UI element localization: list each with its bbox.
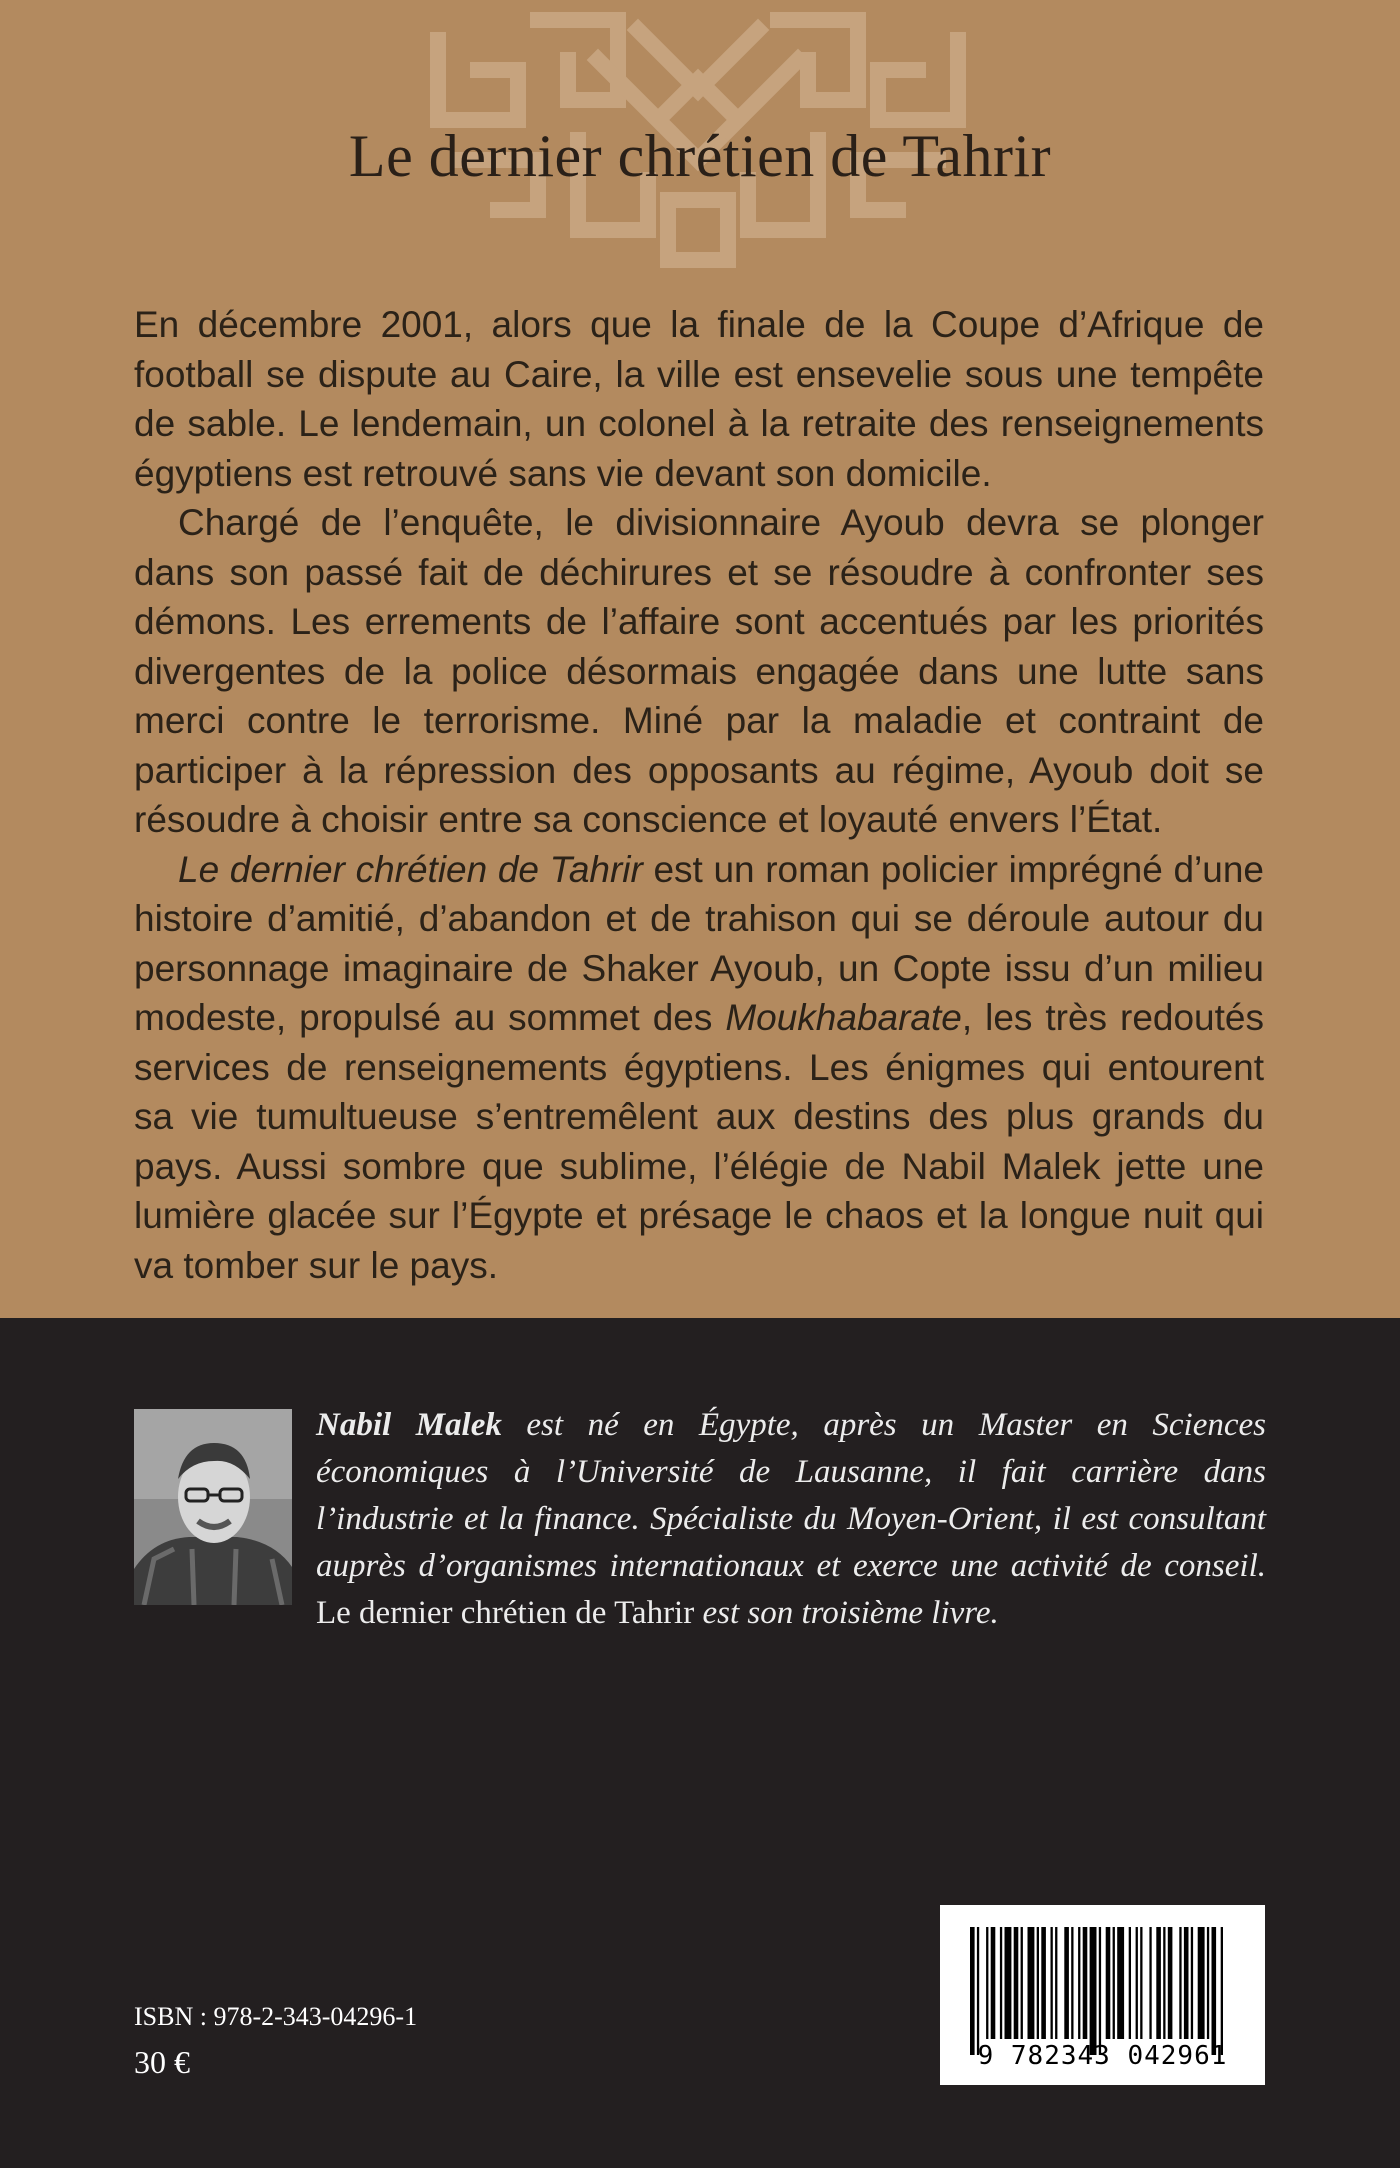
barcode-bar [977,1927,979,2055]
barcode-bar [1037,1927,1039,2039]
barcode-bar [1000,1927,1002,2039]
barcode-bar [1021,1927,1023,2039]
barcode-bar [1099,1927,1101,2055]
price: 30 € [134,2044,190,2080]
book-title: Le dernier chrétien de Tahrir [348,123,1052,189]
barcode-bar [1207,1927,1209,2039]
barcode-bar [1179,1927,1181,2039]
author-portrait-icon [134,1409,292,1605]
barcode-bar [1005,1927,1012,2039]
barcode-bar [1090,1927,1097,2055]
barcode-bar [1113,1927,1115,2039]
author-photo [134,1409,292,1605]
barcode-bar [1191,1927,1193,2039]
barcode-bar [1198,1927,1205,2039]
barcode-digits: 9 782343 042961 [977,2041,1228,2071]
barcode-bar [1055,1927,1057,2039]
isbn: ISBN : 978-2-343-04296-1 [134,2002,418,2031]
author-bio [316,1402,1266,1637]
barcode-bar [1106,1927,1111,2039]
blurb-paragraph-2: Chargé de l’enquête, le divisionnaire Ayoub devra se plonger dans son passé fait de déchirures et se résoudre à confronter ses démons. Les errements de l’affaire sont accentués par les priorités divergentes de la police désormais engagée dans une lutte sans merci contre le terrorisme. Miné par la maladie et contraint de participer à la répression des opposants au régime, Ayoub doit se résoudre à choisir entre sa conscience et loyauté envers l’État. [134,502,1264,840]
barcode-bar [1221,1927,1223,2055]
author-bio-book-title: Le dernier chrétien de Tahrir [316,1595,695,1631]
barcode [940,1905,1265,2085]
blurb-paragraph-1: En décembre 2001, alors que la finale de la Coupe d’Afrique de football se dispute au Caire, la ville est ensevelie sous une tempête de sable. Le lendemain, un colonel à la retraite des renseignements égyptiens est retrouvé sans vie devant son domicile. [134,304,1264,494]
blurb-p3-part1: est un roman policier imprégné d’une histoire d’amitié, d’abandon et de trahison qui se déroule autour du personnage imaginaire de Shaker Ayoub, un Copte issu d’un milieu modeste, propulsé au sommet des [134,848,1264,1038]
blurb-book-title: Le dernier chrétien de Tahrir [178,848,643,890]
blurb-p3-part2: , les très redoutés services de renseignements égyptiens. Les énigmes qui entourent sa vie tumultueuse s’entremêlent aux destins des plus grands du pays. Aussi sombre que sublime, l’élégie de Nabil Malek jette une lumière glacée sur l’Égypte et présage le chaos et la longue nuit qui va tomber sur le pays. [134,997,1264,1286]
blurb-paragraph-3 [134,845,1264,1291]
barcode-bar [1163,1927,1165,2039]
barcode-bar [970,1927,975,2055]
barcode-bar [1212,1927,1217,2055]
barcode-bar [1078,1927,1080,2039]
barcode-bar [1028,1927,1035,2039]
barcode-bar [1140,1927,1142,2039]
author-name: Nabil Malek [316,1407,502,1443]
barcode-bar [1064,1927,1069,2039]
back-cover-blurb [134,300,1264,1290]
barcode-bar [1149,1927,1151,2039]
barcode-bar [1117,1927,1124,2039]
barcode-bar [1136,1927,1138,2039]
blurb-moukhabarate: Moukhabarate [725,997,962,1038]
barcode-bar [1156,1927,1161,2039]
author-bio-paragraph [316,1402,1266,1637]
author-bio-part2: est son troisième livre. [694,1595,999,1631]
barcode-bar [1051,1927,1053,2039]
barcode-bar [1129,1927,1131,2039]
barcode-bar [1184,1927,1189,2039]
barcode-bar [986,1927,988,2039]
barcode-bar [1168,1927,1173,2039]
barcode-bar [1083,1927,1088,2039]
author-bio-part1: est né en Égypte, après un Master en Sciences économiques à l’Université de Lausanne, il fait carrière dans l’industrie et la finance. Spécialiste du Moyen-Orient, il est consultant auprès d’organismes internationaux et exerce une activité de conseil. [316,1407,1267,1584]
barcode-bar [1041,1927,1046,2039]
barcode-bar [1014,1927,1019,2039]
barcode-bar [1071,1927,1073,2039]
barcode-bar [991,1927,996,2039]
